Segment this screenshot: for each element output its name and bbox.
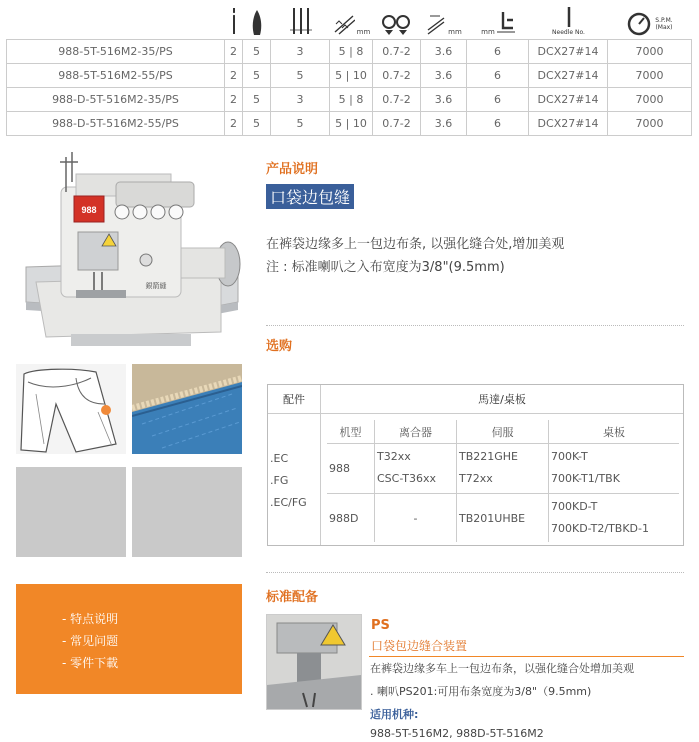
- stitch-width-icon: mm: [330, 0, 373, 39]
- model-badge: 988: [81, 205, 97, 215]
- stitch-length-icon: mm: [421, 0, 467, 39]
- presser-lift-icon: mm: [467, 0, 529, 39]
- ps-desc-line2: . 喇叭PS201:可用布条宽度为3/8"（9.5mm): [370, 685, 592, 698]
- divider: [266, 572, 684, 573]
- ps-underline: [369, 656, 684, 657]
- brand-label: 銀箭縫: [145, 283, 167, 290]
- product-headline: 口袋边包缝: [266, 184, 354, 209]
- placeholder-image: [16, 467, 126, 557]
- placeholder-image: [132, 467, 242, 557]
- spec-row: 988-5T-516M2-55/PS 2 5 5 5 | 10 0.7-2 3.6 6 DCX27#14 7000: [6, 64, 692, 88]
- applicable-models: 988-5T-516M2, 988D-5T-516M2: [370, 727, 544, 740]
- motor-table-header: 馬達/桌板: [320, 385, 683, 413]
- options-table: [267, 384, 684, 546]
- model-988: 988: [327, 444, 375, 494]
- spec-row: 988-D-5T-516M2-35/PS 2 5 3 5 | 8 0.7-2 3.6 6 DCX27#14 7000: [6, 88, 692, 112]
- ps-desc-line1: 在裤袋边缘多车上一包边布条，以强化缝合处增加美观: [370, 662, 634, 675]
- side-menu: [16, 584, 242, 694]
- machine-photo: [16, 152, 242, 357]
- speed-gauge-icon: [627, 12, 651, 36]
- motor-table-grid: 机型 离合器 伺服 桌板 988 T32xx CSC-T36xx TB221GHE T72xx 700K-T 700K-T1/TBK 988D - TB201UHBE 700KD-T 700KD-T2/TBKD-1: [320, 413, 683, 545]
- ps-name: 口袋包边缝合装置: [371, 639, 468, 653]
- stitch-closeup-image: [132, 364, 242, 454]
- differential-feed-icon: [373, 0, 421, 39]
- accessory-header: 配件: [283, 393, 305, 406]
- model-col-header: [6, 0, 225, 39]
- menu-item-faq[interactable]: - 常见问题: [62, 634, 119, 648]
- spec-row: 988-5T-516M2-35/PS 2 5 3 5 | 8 0.7-2 3.6 6 DCX27#14 7000: [6, 40, 692, 64]
- pants-sketch-image: [16, 364, 126, 454]
- needle-count-icon: [225, 0, 243, 39]
- needle-type-col-header: Needle No.: [552, 29, 585, 36]
- product-section-title: 产品说明: [266, 162, 319, 177]
- applicable-label: 适用机种:: [370, 708, 419, 721]
- spm-col-header: S.P.M. (Max): [608, 0, 692, 39]
- options-section-title: 选购: [266, 339, 293, 354]
- accessory-models: .EC .FG .EC/FG: [268, 413, 320, 545]
- menu-item-features[interactable]: - 特点说明: [62, 612, 119, 626]
- product-desc-line2: 注 : 标准喇叭之入布宽度为3/8"(9.5mm): [266, 260, 505, 275]
- model-988d: 988D: [327, 494, 375, 542]
- product-desc-line1: 在裤袋边缘多上一包边布条, 以强化缝合处,增加美观: [266, 237, 565, 252]
- standard-section-title: 标准配备: [266, 590, 319, 605]
- thread-count-icon: [243, 0, 271, 39]
- menu-item-parts-download[interactable]: - 零件下載: [62, 656, 119, 670]
- spec-header: [6, 0, 692, 40]
- ps-device-photo: [266, 614, 362, 710]
- ps-code: PS: [371, 618, 390, 633]
- spec-table: [6, 0, 692, 136]
- needle-gauge-icon: [271, 0, 330, 39]
- divider: [266, 325, 684, 326]
- spec-row: 988-D-5T-516M2-55/PS 2 5 5 5 | 10 0.7-2 3.6 6 DCX27#14 7000: [6, 112, 692, 136]
